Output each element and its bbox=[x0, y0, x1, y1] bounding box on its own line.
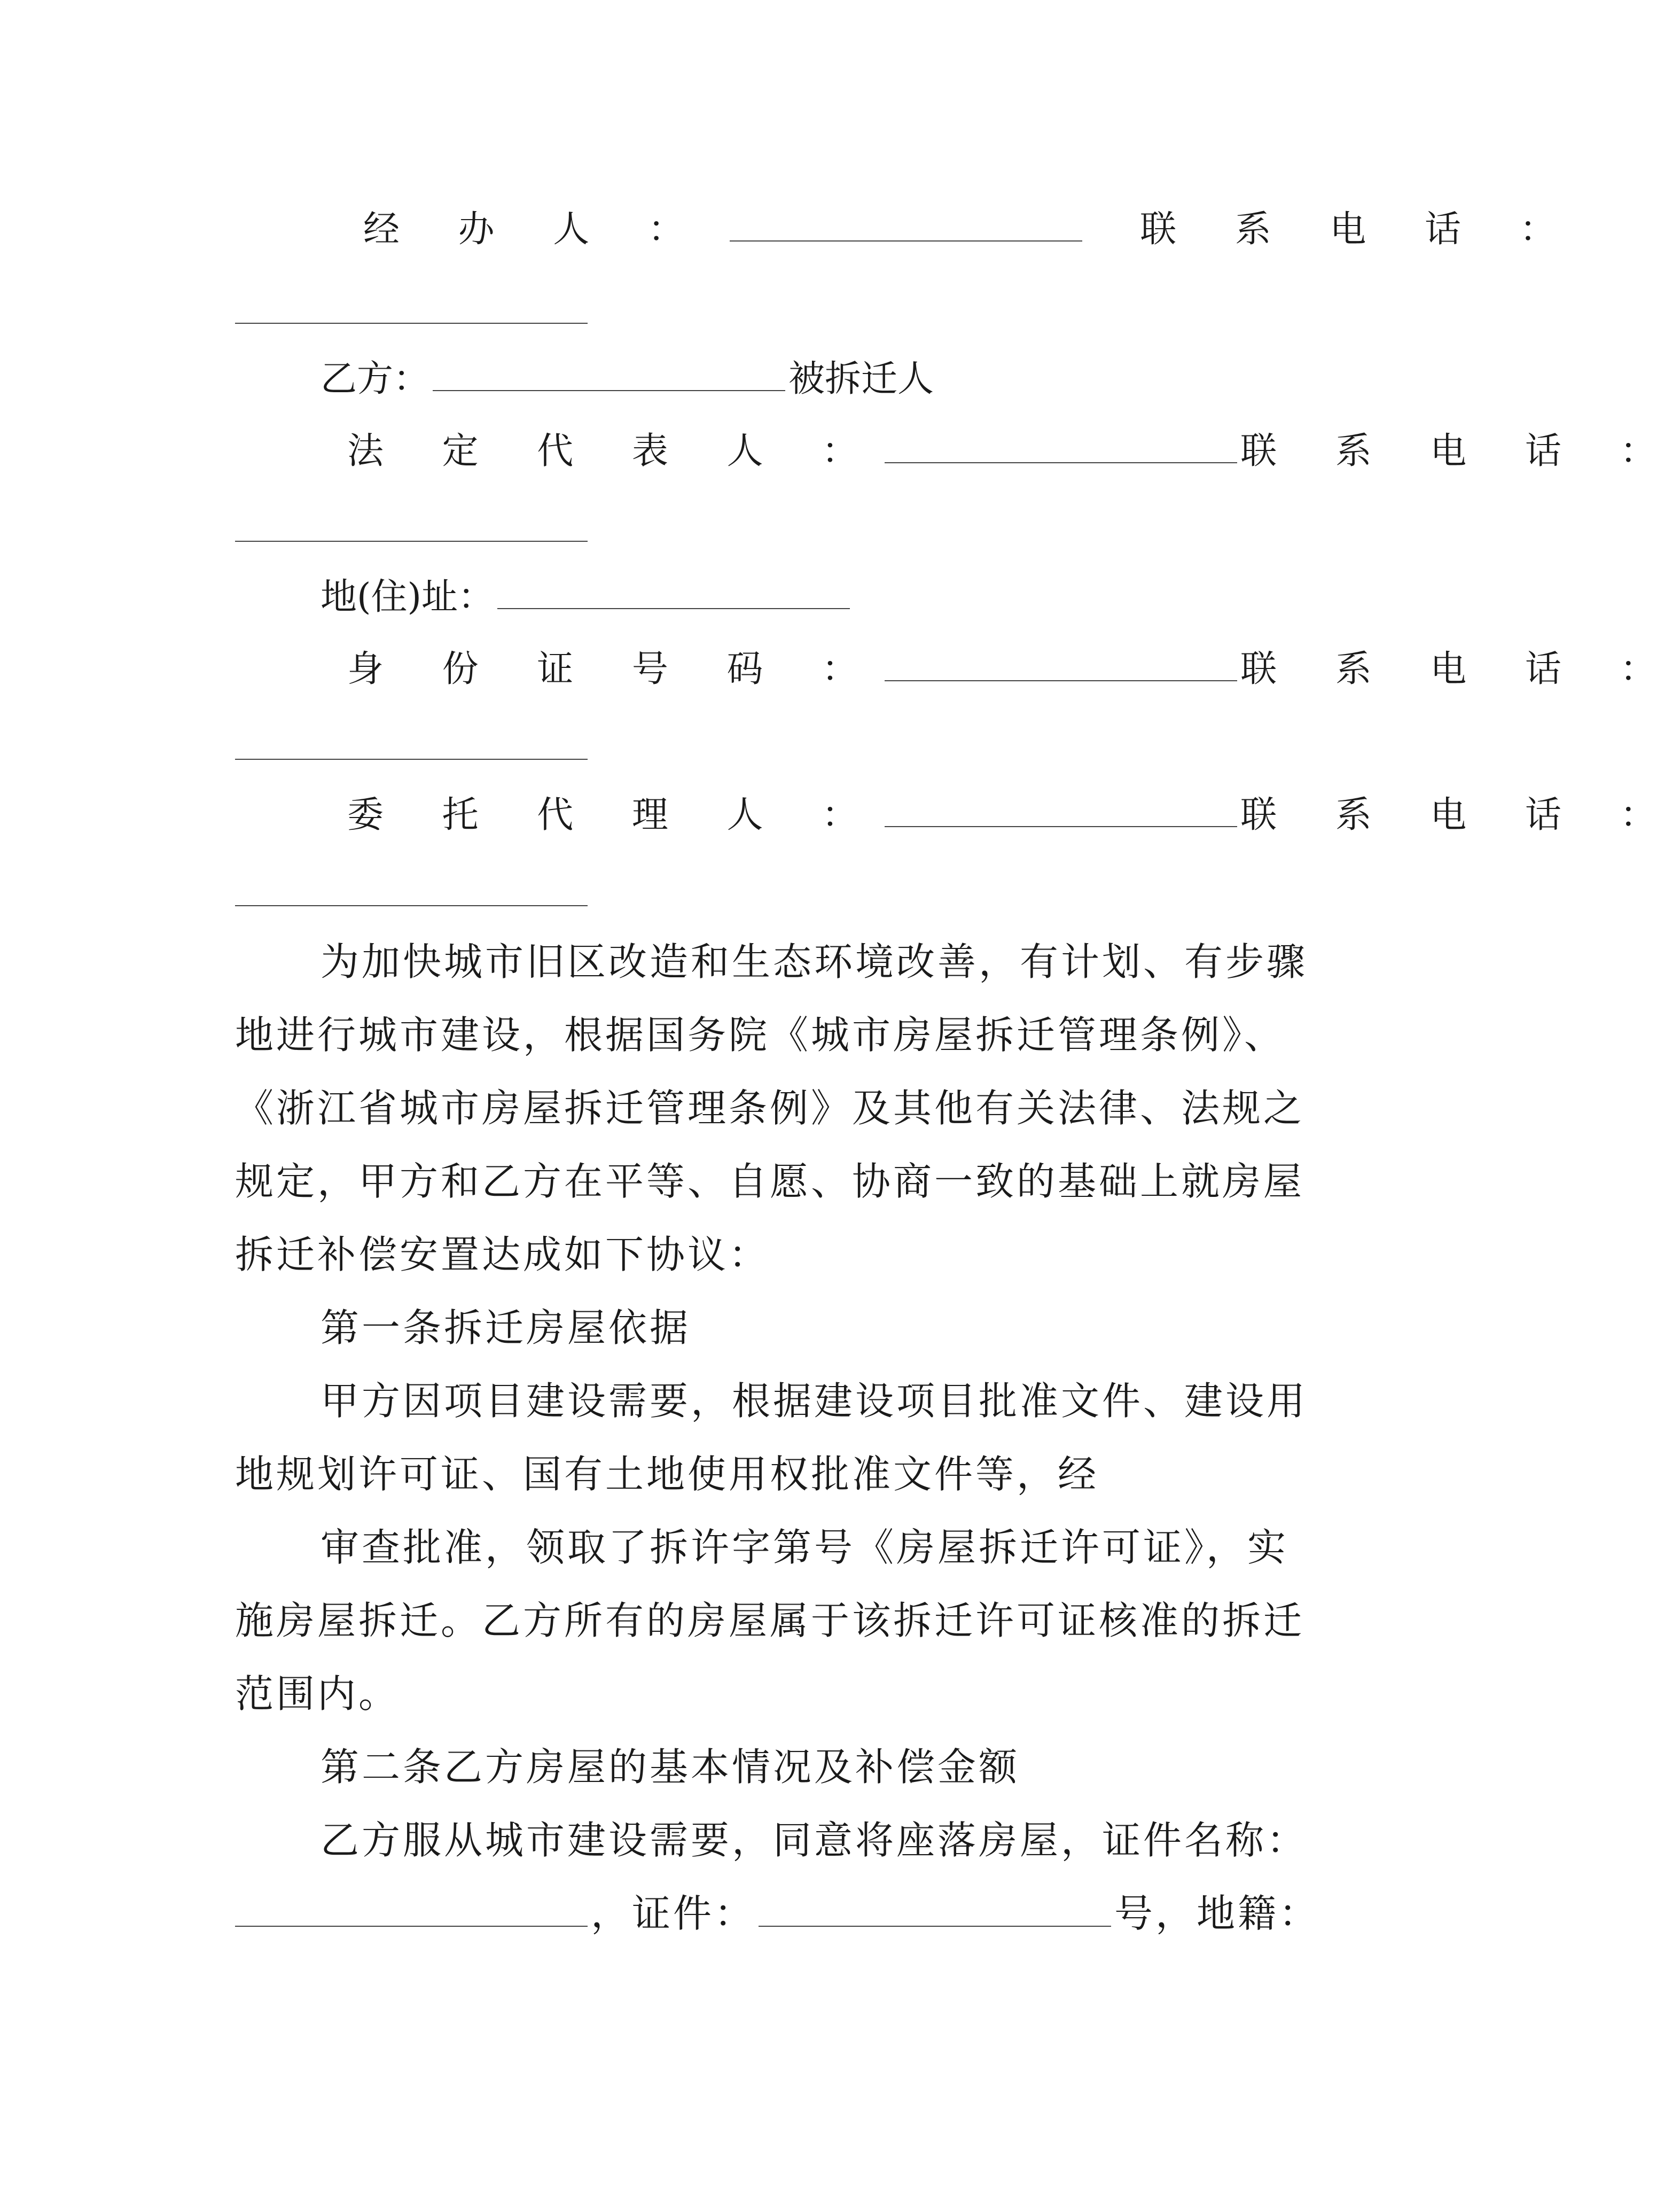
article-2-p2 bbox=[235, 1881, 1330, 1945]
party-b-label: 乙方： bbox=[321, 358, 430, 400]
article-1-p2-line-1: 审查批准，领取了拆许字第号《房屋拆迁许可证》，实 bbox=[321, 1525, 1289, 1570]
article-1-p1-line-2: 地规划许可证、国有土地使用权批准文件等，经 bbox=[235, 1452, 1099, 1497]
legal-rep-blank bbox=[885, 430, 1237, 463]
legal-rep-phone-blank bbox=[235, 541, 588, 542]
operator-phone-label: 联 系 电 话 ： bbox=[1140, 208, 1580, 251]
operator-phone-blank bbox=[235, 323, 588, 324]
party-b-blank bbox=[433, 358, 785, 391]
legal-rep-row bbox=[347, 419, 1680, 484]
party-b-row bbox=[321, 347, 1416, 411]
intro-line-5: 拆迁补偿安置达成如下协议： bbox=[235, 1232, 770, 1277]
address-row bbox=[321, 565, 1416, 629]
agent-label: 委 托 代 理 人 ： bbox=[347, 794, 882, 836]
legal-rep-label: 法 定 代 表 人 ： bbox=[347, 430, 882, 472]
article-1-p1-line-1: 甲方因项目建设需要，根据建设项目批准文件、建设用 bbox=[321, 1379, 1308, 1423]
article-2-p1: 乙方服从城市建设需要，同意将座落房屋，证件名称： bbox=[321, 1818, 1308, 1863]
article-1-p2-line-3: 范围内。 bbox=[235, 1671, 400, 1716]
id-row bbox=[347, 637, 1680, 702]
agent-phone-blank bbox=[235, 905, 588, 906]
id-label: 身 份 证 号 码 ： bbox=[347, 648, 882, 690]
operator-label: 经 办 人 ： bbox=[363, 208, 708, 251]
address-label: 地(住)址： bbox=[321, 576, 495, 618]
intro-line-1: 为加快城市旧区改造和生态环境改善，有计划、有步骤 bbox=[321, 939, 1308, 984]
cert-name-blank bbox=[235, 1894, 588, 1927]
id-phone-label: 联 系 电 话 ： bbox=[1240, 648, 1680, 690]
article-1-title: 第一条拆迁房屋依据 bbox=[321, 1305, 691, 1350]
intro-line-2: 地进行城市建设，根据国务院《城市房屋拆迁管理条例》、 bbox=[235, 1013, 1286, 1057]
intro-line-3: 《浙江省城市房屋拆迁管理条例》及其他有关法律、法规之 bbox=[235, 1086, 1305, 1131]
legal-rep-phone-label: 联 系 电 话 ： bbox=[1240, 430, 1680, 472]
operator-row bbox=[363, 198, 1580, 262]
agent-phone-label: 联 系 电 话 ： bbox=[1240, 794, 1680, 836]
address-blank bbox=[497, 576, 850, 609]
article-2-title: 第二条乙方房屋的基本情况及补偿金额 bbox=[321, 1745, 1020, 1789]
cadastral-label: 号，地籍： bbox=[1114, 1891, 1320, 1936]
operator-blank bbox=[730, 208, 1082, 242]
cert-number-blank bbox=[759, 1894, 1111, 1927]
agent-row bbox=[347, 783, 1680, 847]
article-1-p2-line-2: 施房屋拆迁。乙方所有的房屋属于该拆迁许可证核准的拆迁 bbox=[235, 1598, 1305, 1643]
id-blank bbox=[885, 648, 1237, 681]
party-b-suffix: 被拆迁人 bbox=[788, 358, 934, 400]
cert-label: ，证件： bbox=[591, 1891, 756, 1936]
agent-blank bbox=[885, 794, 1237, 827]
intro-line-4: 规定，甲方和乙方在平等、自愿、协商一致的基础上就房屋 bbox=[235, 1159, 1305, 1204]
id-phone-blank bbox=[235, 759, 588, 760]
